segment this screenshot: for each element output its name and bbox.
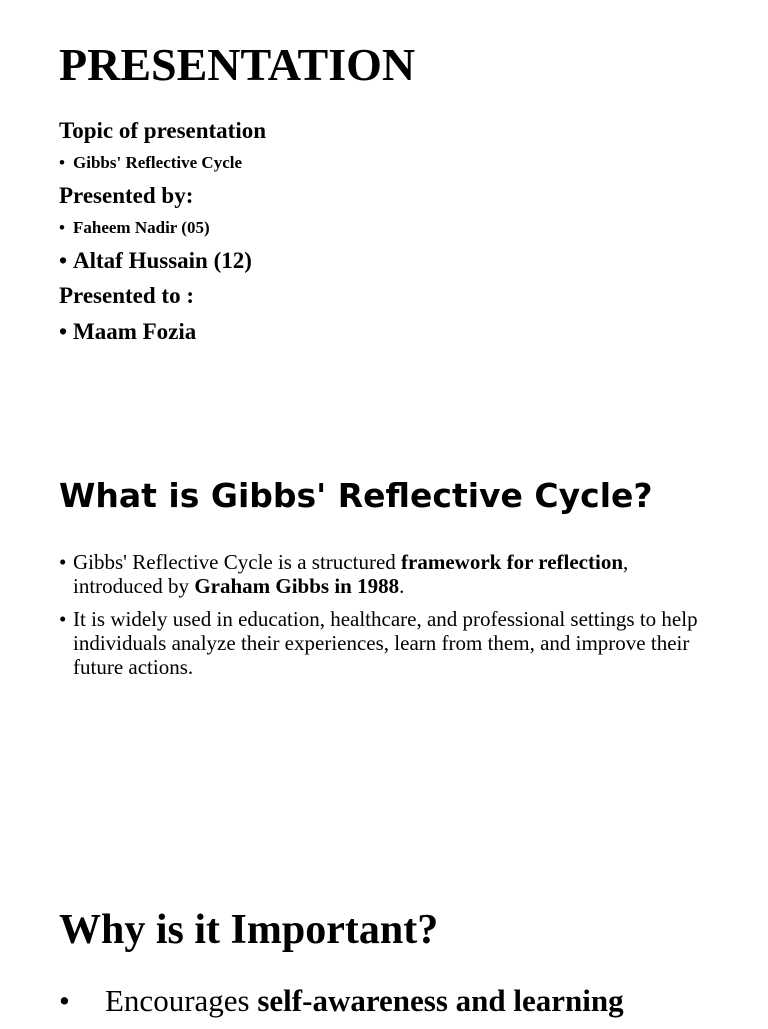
bullet-icon: • [59,983,70,1018]
list-item [59,982,759,1020]
recipient-name: Maam Fozia [73,319,197,344]
bullet-text: . [399,574,405,598]
section-bullet-list [59,550,709,688]
bullet-text: , introduced by [73,550,629,598]
presenter-name: Faheem Nadir (05) [73,218,210,237]
section-bullet-list [59,982,759,1029]
bullet-icon: • [59,607,67,631]
list-item [59,550,709,598]
topic-item: Gibbs' Reflective Cycle [73,153,243,172]
bullet-text: It is widely used in education, healthcare, and professional settings to help individuals analyze their experiences, learn from them, and improve their future actions. [73,607,698,679]
bullet-icon: • [59,153,65,172]
presented-to-label: Presented to : [59,283,194,308]
section-heading: What is Gibbs' Reflective Cycle? [59,476,653,515]
bullet-icon: • [59,319,68,344]
bullet-text: Encourages [105,983,258,1018]
page-title: PRESENTATION [59,39,416,90]
emphasis-text: framework for reflection [401,550,623,574]
emphasis-text: Graham Gibbs in 1988 [194,574,400,598]
topic-label: Topic of presentation [59,118,267,143]
bullet-icon: • [59,550,67,574]
presented-by-label: Presented by: [59,183,194,208]
emphasis-text: self-awareness and learning [257,983,624,1018]
section-heading: Why is it Important? [59,907,439,953]
bullet-icon: • [59,218,65,237]
presenter-name: Altaf Hussain (12) [73,248,252,273]
bullet-text: Gibbs' Reflective Cycle is a structured [73,550,402,574]
bullet-icon: • [59,248,68,273]
list-item [59,607,709,679]
